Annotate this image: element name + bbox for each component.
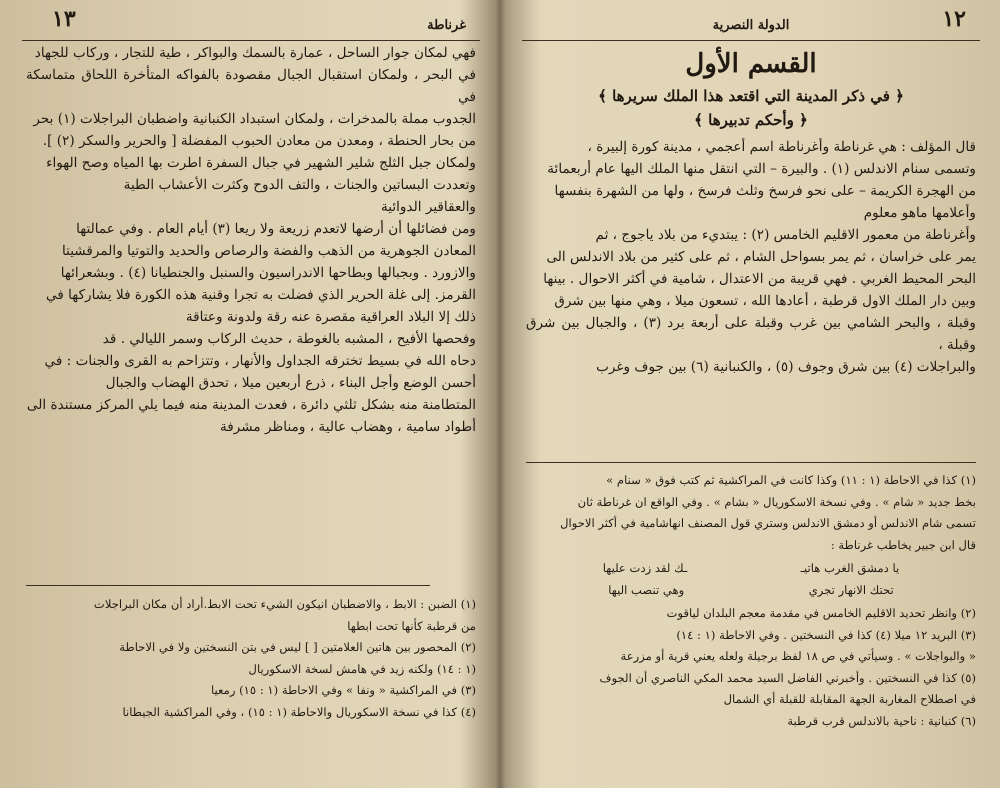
text-line: المعادن الجوهرية من الذهب والفضة والرصاص والحديد والتوتيا والمرقشيتا (61, 243, 476, 259)
text-line: يمر على خراسان ، ثم يمر بسواحل الشام ، ثم على كثير من بلاد الاندلس الى (546, 249, 976, 265)
footnote-line: من قرطبة كأنها تحت ابطها (347, 618, 476, 633)
page-number: ١٣ (52, 6, 76, 32)
footnote-line: (١) كذا في الاحاطة (١ : ١١) وكذا كانت في المراكشية ثم كتب فوق « سنام » (606, 473, 976, 487)
text-line: وأعلامها ماهو معلوم (863, 205, 976, 221)
header-rule (22, 40, 480, 41)
right-body-paragraphs (526, 136, 976, 378)
text-line: وتسمى سنام الاندلس (١) . والبيرة – التي انتقل منها الملك اليها عام أربعمائة (547, 161, 976, 177)
text-line: والعقاقير الدوائية (380, 199, 476, 215)
text-line: أحسن الوضع وأجل البناء ، ذرع أربعين ميلا ، تحدق الهضاب والجبال (105, 375, 476, 391)
text-line: الجدوب مملة بالمدخرات ، ولمكان استبداد الكنبانية واضطبان البراجلات (١) بحر (33, 111, 476, 127)
left-footnotes (26, 594, 476, 723)
footnote-rule (26, 585, 430, 586)
footnote-line: (٤) كذا في نسخة الاسكوريال والاحاطة (١ : ١٥) ، وفي المراكشية الجيطانا (122, 704, 476, 719)
text-line: وتعددت البساتين والجنات ، والتف الدوح وكثرت الأعشاب الطية (123, 177, 476, 193)
text-line: أطواد سامية ، وهضاب عالية ، ومناظر مشرفة (219, 419, 476, 435)
poem-line (526, 580, 976, 602)
right-footnotes (526, 470, 976, 732)
footnotes-part-b (526, 603, 976, 732)
text-line: ومن فضائلها أن أرضها لاتعدم زريعة ولا ريعا (٣) أيام العام . وفي عمالتها (76, 221, 476, 237)
footnote-line: بخط جديد « شام » . وفي نسخة الاسكوريال « بشام » . وفي الواقع ان غرناطة ثان (577, 494, 976, 509)
text-line: والازورد . وبجبالها وبطاحها الاندراسيون والسنبل والجنطيانا (٤) . وبشعرائها (60, 265, 476, 281)
left-page-header (12, 6, 490, 36)
poem-hemistich-first: يا دمشق الغرب هاتيـ (800, 561, 900, 575)
footnotes-part-a (526, 470, 976, 556)
footnote-line: (٦) كنبانية : ناحية بالاندلس قرب قرطبة (787, 713, 976, 728)
running-head: غرناطة (427, 18, 466, 33)
poem-hemistich-first: تحتك الانهار تجري (808, 582, 894, 597)
text-line: ولمكان جبل الثلج شلير الشهير في جبال السفرة اطرت بها المياه وصح الهواء (46, 155, 476, 171)
text-line: دحاه الله في بسيط تخترقه الجداول والأنهار ، وتتزاحم به القرى والجنات : في (44, 353, 476, 369)
section-subtitle-2: ﴿ وأحكم تدبيرها ﴾ (694, 111, 808, 129)
text-line: فهي لمكان جوار الساحل ، عمارة بالسمك والبواكر ، طية للتجار ، وركاب للجهاد (34, 45, 476, 61)
text-line: وقبلة ، والبحر الشامي بين غرب وقبلة على أربعة برد (٣) ، والجبال بين شرق وقبلة ، (526, 315, 976, 353)
poem-line (526, 558, 976, 580)
footnote-line: (٣) في المراكشية « ونفا » وفي الاحاطة (١ : ١٥) رمعيا (211, 683, 476, 697)
text-line: في البحر ، ولمكان استقبال الجبال مقصودة بالفواكه المتأخرة اللحاق متماسكة في (26, 67, 476, 105)
footnote-line: « والبواجلات » . وسيأتي في ص ١٨ لفظ برجيلة ولعله يعني قرية أو مزرعة (620, 649, 976, 663)
section-subtitle: ﴿ في ذكر المدينة التي اقتعد هذا الملك سريرها ﴾ (598, 87, 904, 105)
poem (526, 558, 976, 601)
text-line: وفحصها الأفيح ، المشبه بالغوطة ، حديث الركاب وسمر الليالي . قد (102, 331, 476, 347)
right-body-text (526, 42, 976, 378)
text-line: وبين دار الملك الاول قرطبة ، أعادها الله ، تسعون ميلا ، وهي منها بين شرق (554, 293, 976, 309)
left-body-text (26, 42, 476, 438)
text-line: والبراجلات (٤) بين شرق وجوف (٥) ، والكنبانية (٦) بين جوف وغرب (596, 359, 976, 375)
text-line: وأغرناطة من معمور الاقليم الخامس (٢) : يبتديء من بلاد ياجوج ، ثم (595, 227, 976, 243)
text-line: المتطامنة منه بشكل ثلثي دائرة ، فعدت المدينة منه فيما يلي المركز مستندة الى (26, 397, 476, 413)
footnote-line: (٥) كذا في النسختين . وأخبرني الفاضل السيد محمد المكي الناصري أن الجوف (599, 670, 976, 685)
running-head: الدولة النصرية (712, 18, 790, 33)
right-page (512, 0, 990, 788)
footnote-line: (٣) البريد ١٢ ميلا (٤) كذا في النسختين . وفي الاحاطة (١ : ١٤) (676, 627, 976, 642)
footnote-line: في اصطلاح المغاربة الجهة المقابلة للقبلة أي الشمال (723, 692, 976, 706)
footnote-line: تسمى شام الاندلس أو دمشق الاندلس وستري قول المصنف انهاشامية في أكثر الاحوال (560, 516, 976, 530)
section-title: القسم الأول (685, 49, 817, 79)
footnote-rule (526, 462, 976, 463)
footnote-line: (١) الضبن : الابط ، والاضطبان انيكون الشيء تحت الابط.أراد أن مكان البراجلات (93, 597, 476, 611)
text-line: من الهجرة الكريمة – على نحو فرسخ وثلث فرسخ ، ولها من الشهرة بنفسها (554, 183, 976, 199)
text-line: من بحار الحنطة ، ومعدن من معادن الحبوب المفضلة [ والحرير والسكر (٢) ]. (42, 133, 476, 149)
right-page-header (512, 6, 990, 36)
footnote-line: (٢) المحصور بين هاتين العلامتين [ ] ليس في بتن النسختين ولا في الاحاطة (119, 640, 476, 654)
text-line: ذلك إلا البلاد العراقية مقصرة عنه رقة ولدونة وعتاقة (185, 309, 476, 325)
left-page (12, 0, 490, 788)
footnote-line: (١ : ١٤) ولكنه زيد في هامش لسخة الاسكوريال (248, 661, 476, 676)
page-number: ١٢ (942, 6, 966, 32)
header-rule (522, 40, 980, 41)
poem-hemistich-second: وهي تنصب اليها (608, 582, 685, 597)
footnote-line: قال ابن جبير يخاطب غرناطة : (830, 537, 976, 552)
footnote-line: (٢) وانظر تحديد الاقليم الخامس في مقدمة معجم البلدان لياقوت (666, 606, 976, 620)
text-line: القرمز. إلى غلة الحرير الذي فضلت به تجرا وقنية هذه الكورة فلا يشاركها في (46, 287, 476, 303)
text-line: البحر المحيط الغربي . فهي قريبة من الاعتدال ، شامية في أكثر الاحوال . بينها (543, 271, 976, 287)
text-line: قال المؤلف : هي غرناطة وأغرناطة اسم أعجمي ، مدينة كورة إلبيرة ، (587, 139, 976, 155)
poem-hemistich-second: ـك لقد زدت عليها (602, 561, 688, 575)
